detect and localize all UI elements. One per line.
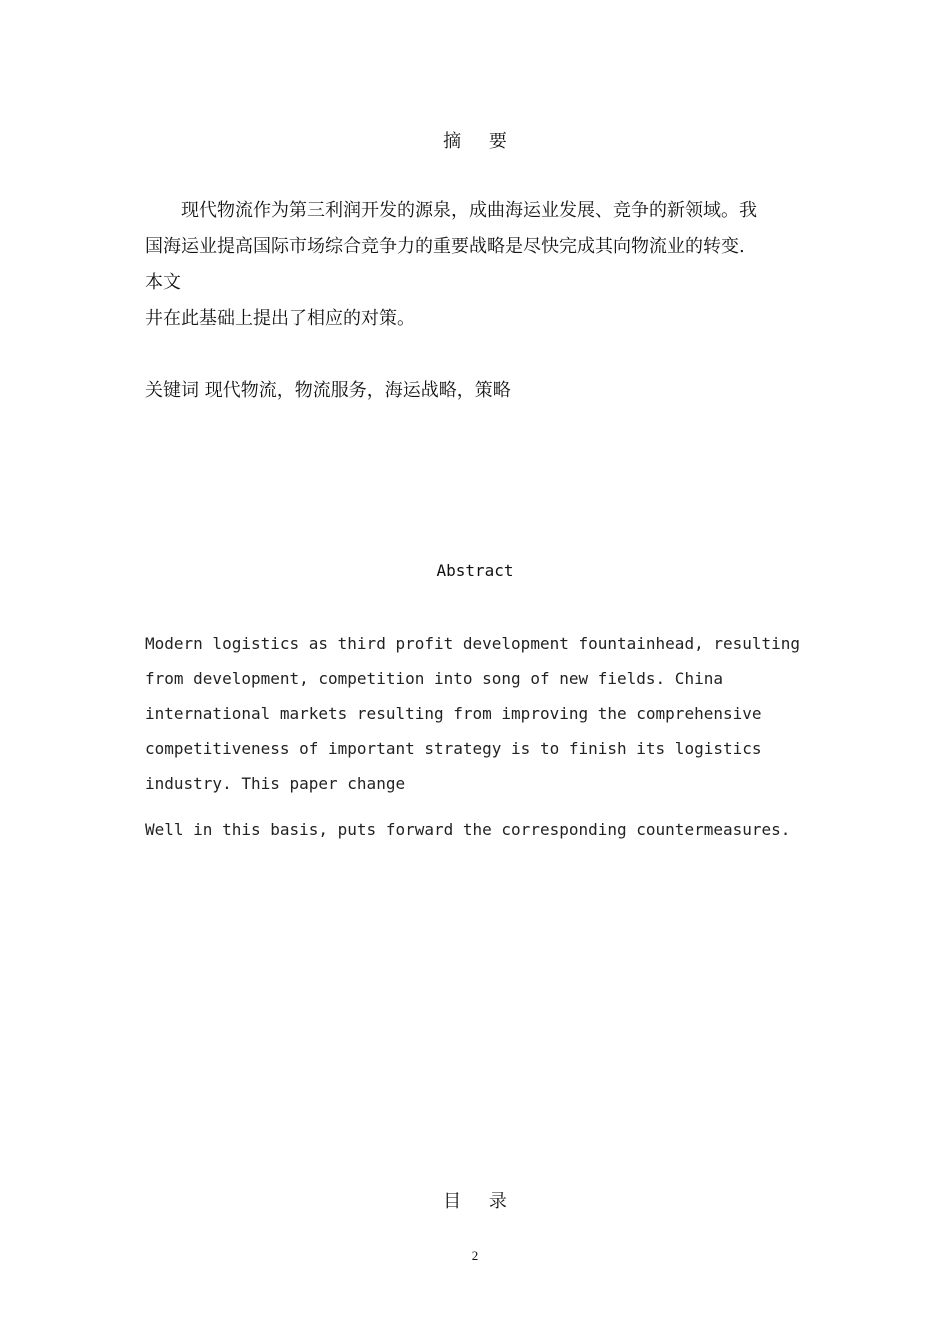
chinese-keywords: 关键词 现代物流，物流服务，海运战略，策略 (145, 380, 511, 401)
chinese-abstract-line: 现代物流作为第三利润开发的源泉，成曲海运业发展、竞争的新领域。我 (181, 200, 757, 221)
english-abstract-line: industry. This paper change (145, 774, 406, 793)
english-abstract-title: Abstract (436, 561, 514, 580)
table-of-contents-title: 目 录 (443, 1191, 507, 1212)
chinese-abstract-title: 摘 要 (443, 131, 507, 152)
english-abstract-line: Modern logistics as third profit development fountainhead, resulting (145, 634, 801, 653)
english-abstract-line: international markets resulting from improving the comprehensive (145, 704, 762, 723)
chinese-abstract-line: 井在此基础上提出了相应的对策。 (145, 308, 415, 329)
page-number: 2 (471, 1248, 479, 1263)
english-abstract-body (145, 626, 825, 801)
chinese-abstract-line: 本文 (145, 272, 181, 293)
english-abstract-line: competitiveness of important strategy is to finish its logistics (145, 739, 762, 758)
chinese-abstract-line: 国海运业提高国际市场综合竞争力的重要战略是尽快完成其向物流业的转变. (145, 236, 745, 257)
english-abstract-line: from development, competition into song of new fields. China (145, 669, 723, 688)
english-abstract-closing: Well in this basis, puts forward the corresponding countermeasures. (145, 820, 791, 839)
chinese-abstract-body (145, 193, 815, 337)
